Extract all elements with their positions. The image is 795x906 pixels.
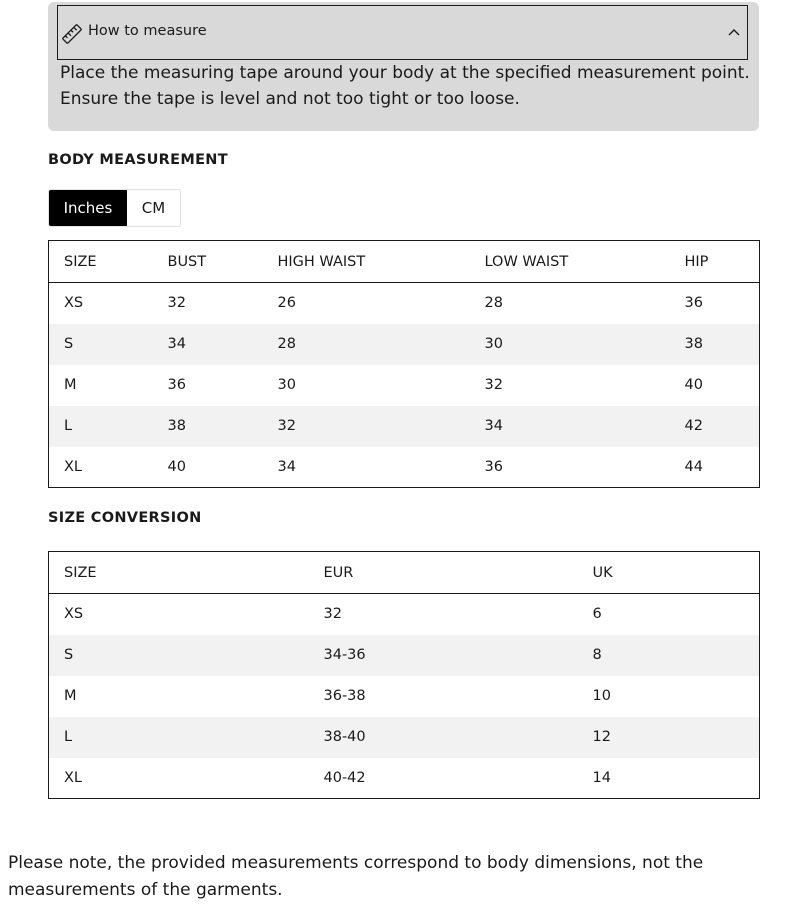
column-header: LOW WAIST xyxy=(470,241,670,283)
table-cell: XL xyxy=(64,458,83,475)
column-header: SIZE xyxy=(49,241,153,283)
table-cell: 38-40 xyxy=(309,717,578,758)
table-cell: 6 xyxy=(592,606,602,623)
table-cell: 10 xyxy=(592,688,611,704)
table-cell: 12 xyxy=(578,717,760,758)
how-to-measure-accordion xyxy=(48,2,759,131)
table-cell: 26 xyxy=(277,295,296,312)
size-conversion-table xyxy=(48,551,760,799)
table-cell: 32 xyxy=(484,377,503,393)
column-header: HIGH WAIST xyxy=(263,241,470,283)
table-cell: 36-38 xyxy=(323,688,366,704)
table-row xyxy=(49,447,760,488)
table-cell: 28 xyxy=(484,295,503,312)
table-cell: 40 xyxy=(167,458,186,475)
table-cell: 38 xyxy=(153,406,263,447)
table-row xyxy=(49,324,760,365)
table-cell: 40 xyxy=(684,377,703,393)
table-cell: 36 xyxy=(167,377,186,393)
table-cell: 32 xyxy=(263,406,470,447)
accordion-body-text: Place the measuring tape around your body at the specified measurement point. Ensure the tape is level and not too tight or too loose. xyxy=(60,63,750,109)
table-cell: S xyxy=(49,324,153,365)
table-cell: 30 xyxy=(470,324,670,365)
table-header-row xyxy=(49,241,760,283)
how-to-measure-toggle[interactable] xyxy=(57,5,748,60)
column-header: EUR xyxy=(309,552,578,594)
size-conversion-heading: SIZE CONVERSION xyxy=(48,510,202,526)
table-cell: L xyxy=(49,406,153,447)
column-header: HIP xyxy=(670,241,760,283)
table-row xyxy=(49,283,760,324)
table-cell: 44 xyxy=(684,458,703,475)
table-cell: 34-36 xyxy=(309,635,578,676)
table-cell: 14 xyxy=(592,769,611,786)
table-cell: 32 xyxy=(167,295,186,312)
table-row xyxy=(49,758,760,799)
table-cell: XS xyxy=(64,606,84,623)
table-cell: 36 xyxy=(484,458,503,475)
table-cell: 40-42 xyxy=(323,769,366,786)
table-cell: L xyxy=(49,717,309,758)
table-cell: 34 xyxy=(277,458,296,475)
body-measurement-heading: BODY MEASUREMENT xyxy=(48,152,228,168)
column-header: SIZE xyxy=(49,552,309,594)
table-header-row xyxy=(49,552,760,594)
table-row xyxy=(49,635,760,676)
table-cell: XL xyxy=(64,769,83,786)
accordion-title: How to measure xyxy=(88,23,207,39)
body-dimensions-note: Please note, the provided measurements correspond to body dimensions, not the measurements of the garments. xyxy=(8,853,704,900)
column-header: UK xyxy=(578,552,760,594)
table-row xyxy=(49,717,760,758)
table-cell: S xyxy=(49,635,309,676)
table-cell: XS xyxy=(64,295,84,312)
table-cell: 36 xyxy=(684,295,703,312)
chevron-up-icon[interactable] xyxy=(727,27,741,37)
table-row xyxy=(49,676,760,717)
table-row xyxy=(49,365,760,406)
table-cell: 34 xyxy=(470,406,670,447)
column-header: BUST xyxy=(153,241,263,283)
table-cell: 32 xyxy=(323,606,342,623)
table-row xyxy=(49,406,760,447)
table-cell: M xyxy=(64,377,77,393)
table-cell: 8 xyxy=(578,635,760,676)
table-row xyxy=(49,594,760,635)
table-cell: 42 xyxy=(670,406,760,447)
unit-option-inches[interactable]: Inches xyxy=(49,190,127,226)
table-cell: M xyxy=(64,688,77,704)
table-cell: 38 xyxy=(670,324,760,365)
unit-toggle xyxy=(48,189,181,227)
table-cell: 30 xyxy=(277,377,296,393)
table-cell: 28 xyxy=(263,324,470,365)
body-measurement-table xyxy=(48,240,760,488)
unit-option-cm[interactable]: CM xyxy=(141,199,166,217)
table-cell: 34 xyxy=(153,324,263,365)
ruler-icon xyxy=(61,23,83,45)
